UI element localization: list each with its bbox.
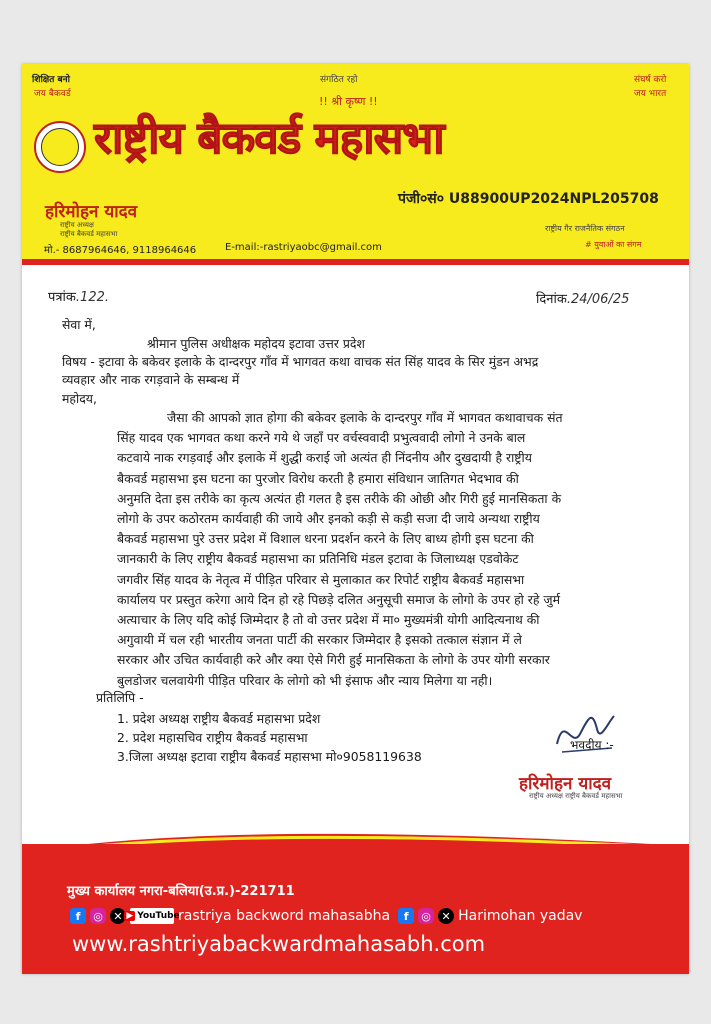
copy-label: प्रतिलिपि - [96, 690, 144, 705]
date-value: .24/06/25 [566, 292, 630, 307]
paragraph-line: कटवाये नाक रगड़वाई और इलाके में शुद्धी कराई जो अत्यंत ही निंदनीय और दुखदायी है राष्ट्रीय [117, 450, 532, 466]
paragraph-line: अनुमति देता इस तरीके का कृत्य अत्यंत ही गलत है इस तरीके की ओछी और गिरी हुई मानसिकता के [117, 490, 562, 506]
greeting: महोदय, [62, 391, 97, 406]
paragraph-line: सिंह यादव एक भागवत कथा करने गये थे जहाँ पर वर्चस्ववादी प्रभुत्ववादी लोगो ने उनके बाल [117, 430, 526, 446]
signature-mark [552, 704, 632, 764]
paragraph-line: लोगो के उपर कठोरतम कार्यवाही की जाये और इनको कड़ी से कड़ी सजा दी जाये अन्यथा राष्ट्रीय [117, 511, 540, 527]
x-icon[interactable]: ✕ [438, 908, 454, 924]
header-right-sub-2: # युवाओं का संगम [585, 240, 642, 249]
paragraph-line: बैकवर्ड महासभा इस घटना का पुरजोर विरोध करती है हमारा संविधान जातिगत भेदभाव की [117, 470, 519, 486]
date-label: दिनांक [536, 292, 567, 307]
letterhead-header [22, 64, 689, 259]
instagram-icon[interactable]: ◎ [90, 908, 106, 924]
youtube-icon[interactable]: ▶ YouTube [130, 908, 174, 924]
copy-item: 2. प्रदेश महासचिव राष्ट्रीय बैकवर्ड महासभा [117, 730, 308, 745]
facebook-icon[interactable]: f [398, 908, 414, 924]
facebook-icon[interactable]: f [70, 908, 86, 924]
paragraph-line: अत्याचार के लिए यदि कोई जिम्मेदार है तो वो उत्तर प्रदेश में मा० मुख्यमंत्री योगी आदित्यनाथ की [117, 612, 540, 628]
paragraph-line: जगवीर सिंह यादव के नेतृत्व में पीड़ित परिवार से मुलाकात कर रिपोर्ट राष्ट्रीय बैकवर्ड महासभा [117, 571, 525, 587]
header-top-right-1: संघर्ष करो [634, 75, 667, 85]
header-top-center: संगठित रहो [320, 75, 358, 85]
letterhead-page [22, 64, 689, 974]
paragraph-line: सरकार और उचित कार्यवाही करे और क्या ऐसे गिरी हुई मानसिकता के लोगो के उपर योगी सरकार [117, 652, 550, 668]
head-office-address: मुख्य कार्यालय नगरा-बलिया(उ.प्र.)-221711 [67, 884, 295, 899]
paragraph-line: बैकवर्ड महासभा पुरे उत्तर प्रदेश में विशाल धरना प्रदर्शन करने के लिए बाध्य होगी इस घटना की [117, 531, 534, 547]
social-handle-org: rastriya backword mahasabha [178, 908, 391, 924]
copy-item: 1. प्रदेश अध्यक्ष राष्ट्रीय बैकवर्ड महासभा प्रदेश [117, 711, 321, 726]
header-right-sub-1: राष्ट्रीय गैर राजनैतिक संगठन [545, 224, 625, 233]
email-address: E-mail:-rastriyaobc@gmail.com [225, 242, 382, 253]
president-designation [60, 221, 117, 239]
recipient: श्रीमान पुलिस अधीक्षक महोदय इटावा उत्तर प्रदेश [147, 336, 365, 351]
president-name: हरिमोहन यादव [45, 202, 138, 222]
reference-number [48, 287, 109, 305]
subject-line-2: व्यवहार और नाक रगड़वाने के सम्बन्ध में [62, 372, 240, 387]
website-link[interactable]: www.rashtriyabackwardmahasabh.com [72, 932, 486, 956]
logo-emblem-icon [34, 121, 86, 173]
paragraph-line: बुलडोजर चलवायेगी पीड़ित परिवार के लोगो को भी इंसाफ और न्याय मिलेगा या नही। [117, 672, 493, 688]
signer-name: हरिमोहन यादव [519, 774, 612, 794]
header-divider [22, 259, 689, 265]
president-sub-1: राष्ट्रीय अध्यक्ष [60, 221, 94, 229]
organization-title: राष्ट्रीय बैकवर्ड महासभा [94, 113, 444, 164]
header-top-left-2: जय बैकवर्ड [34, 89, 71, 99]
instagram-icon[interactable]: ◎ [418, 908, 434, 924]
salutation: सेवा में, [62, 317, 96, 332]
paragraph-line: जानकारी के लिए राष्ट्रीय बैकवर्ड महासभा का प्रतिनिधि मंडल इटावा के जिलाध्यक्ष एडवोकेट [117, 551, 519, 567]
letter-body-paragraph [117, 408, 647, 691]
paragraph-line: कार्यालय पर प्रस्तुत करेगा आये दिन हो रहे पिछड़े दलित अनुसूची समाज के लोगो के उपर हो रहे जुर्म [117, 591, 560, 607]
president-sub-2: राष्ट्रीय बैकवर्ड महासभा [60, 230, 118, 238]
subject-line-1: विषय - इटावा के बकेवर इलाके के दान्दरपुर गाँव में भागवत कथा वाचक संत सिंह यादव के सिर मुंडन अभद्र [62, 354, 539, 369]
x-icon[interactable]: ✕ [110, 908, 126, 924]
social-handle-person: Harimohan yadav [458, 908, 583, 924]
youtube-label: YouTube [137, 911, 180, 921]
letter-date [536, 289, 629, 307]
reference-label: पत्रांक [48, 290, 76, 305]
paragraph-line: अगुवायी में चल रही भारतीय जनता पार्टी की सरकार जिम्मेदार है इसको तत्काल संज्ञान में ले [117, 632, 522, 648]
reference-value: .122. [75, 290, 109, 305]
social-media-row [70, 906, 582, 926]
phone-numbers: मो.- 8687964646, 9118964646 [44, 245, 197, 256]
paragraph-line: जैसा की आपको ज्ञात होगा की बकेवर इलाके के दान्दरपुर गाँव में भागवत कथावाचक संत [167, 410, 563, 425]
registration-number: पंजी०सं० U88900UP2024NPL205708 [398, 191, 659, 207]
header-top-left-1: शिक्षित बनो [32, 75, 70, 85]
header-top-right-2: जय भारत [634, 89, 667, 99]
copy-item: 3.जिला अध्यक्ष इटावा राष्ट्रीय बैकवर्ड महासभा मो०9058119638 [117, 749, 422, 764]
closing: भवदीय :- [570, 738, 614, 752]
signer-designation: राष्ट्रीय अध्यक्ष राष्ट्रीय बैकवर्ड महासभा [529, 792, 623, 800]
shri-krishna-text: !! श्री कृष्ण !! [319, 95, 378, 108]
